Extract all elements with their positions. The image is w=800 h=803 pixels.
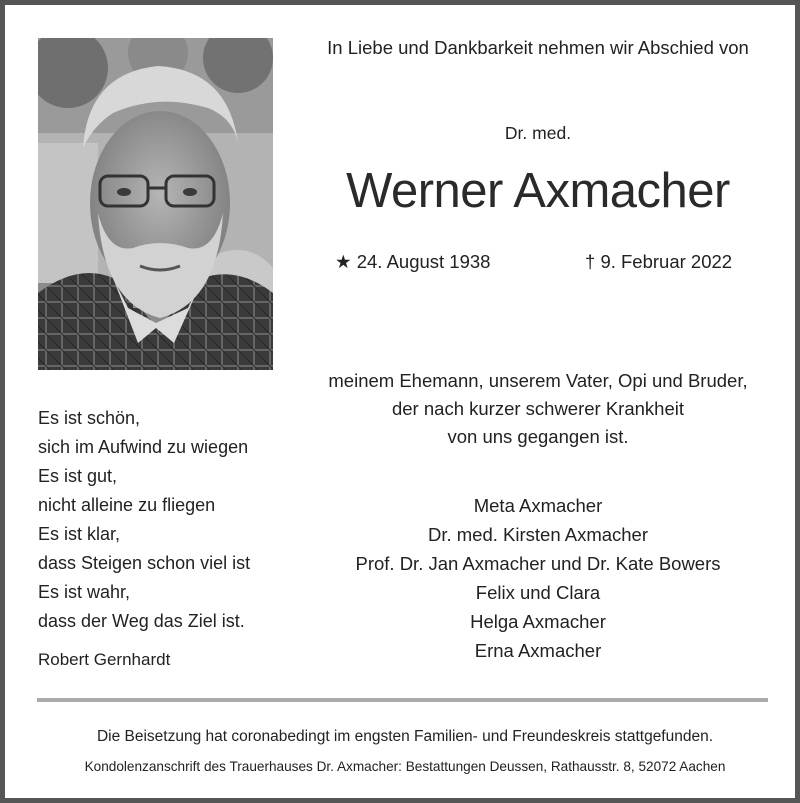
deceased-name: Werner Axmacher (346, 164, 730, 218)
text-line: von uns gegangen ist. (447, 426, 629, 447)
death-date-text: 9. Februar 2022 (600, 251, 733, 272)
academic-title: Dr. med. (504, 123, 572, 143)
divider (37, 698, 768, 702)
announcement-text (288, 367, 788, 451)
poem-line: nicht alleine zu fliegen (38, 495, 216, 515)
poem-author: Robert Gernhardt (38, 650, 171, 669)
condolence-address: Kondolenzanschrift des Trauerhauses Dr. Axmacher: Bestattungen Deussen, Rathausstr. 8, 52072 Aachen (84, 759, 726, 774)
poem-line: dass Steigen schon viel ist (38, 553, 251, 573)
burial-notice: Die Beisetzung hat coronabedingt im engsten Familien- und Freundeskreis stattgefunden. (96, 728, 714, 745)
poem-line: dass der Weg das Ziel ist. (38, 611, 245, 631)
family-member: Helga Axmacher (470, 611, 606, 632)
death-date (585, 251, 732, 273)
poem-line: Es ist gut, (38, 466, 118, 486)
family-member: Prof. Dr. Jan Axmacher und Dr. Kate Bowers (355, 553, 721, 574)
family-member: Erna Axmacher (474, 640, 602, 661)
text-line: meinem Ehemann, unserem Vater, Opi und Bruder, (328, 370, 748, 391)
intro-text: In Liebe und Dankbarkeit nehmen wir Abschied von (327, 37, 749, 58)
family-member: Dr. med. Kirsten Axmacher (427, 524, 649, 545)
poem-line: Es ist schön, (38, 408, 141, 428)
portrait-photo (38, 38, 273, 370)
family-member: Meta Axmacher (473, 495, 603, 516)
text-line: der nach kurzer schwerer Krankheit (391, 398, 685, 419)
poem-line: Es ist wahr, (38, 582, 131, 602)
family-member: Felix und Clara (475, 582, 601, 603)
star-icon: ★ (335, 251, 352, 272)
poem (38, 404, 250, 636)
family-list (288, 491, 788, 665)
birth-date-text: 24. August 1938 (356, 251, 491, 272)
birth-date (335, 251, 490, 273)
cross-icon: † (585, 251, 596, 272)
poem-line: Es ist klar, (38, 524, 121, 544)
poem-line: sich im Aufwind zu wiegen (38, 437, 249, 457)
